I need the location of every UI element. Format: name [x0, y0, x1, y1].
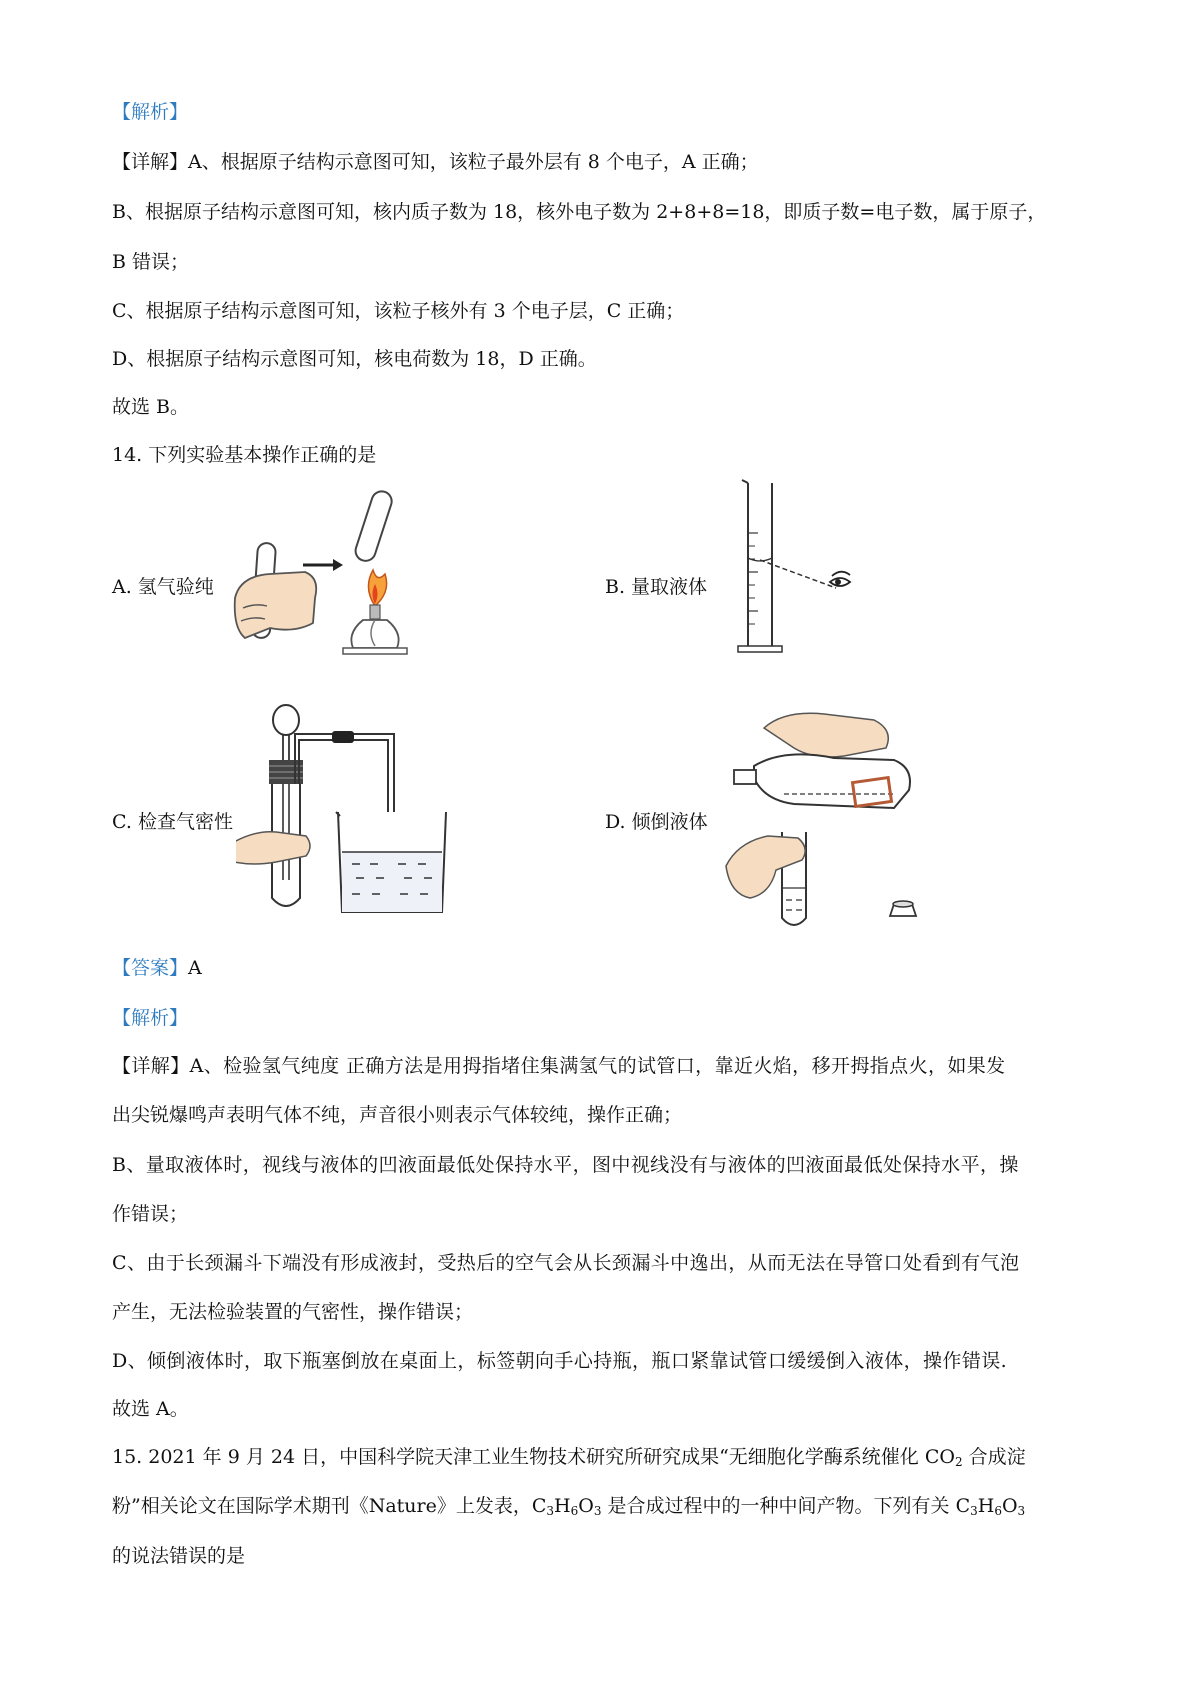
answer-tag: 【答案】 [112, 957, 189, 979]
solution-choice: 故选 B。 [112, 396, 190, 418]
detail-line-a1: 【详解】A、检验氢气纯度 正确方法是用拇指堵住集满氢气的试管口，靠近火焰，移开拇指点火，如果发 [112, 1055, 1006, 1077]
question-15-line-2: 粉”相关论文在国际学术期刊《Nature》上发表，$C_3H_6O_3$ 是合成过程中的一种中间产物。下列有关 $C_3H_6O_3$ [112, 1495, 1026, 1518]
question-14-stem: 14. 下列实验基本操作正确的是 [112, 444, 377, 466]
option-a-label: A. 氢气验纯 [112, 576, 214, 598]
option-b-label: B. 量取液体 [605, 576, 708, 598]
figure-c-airtightness-check [236, 700, 461, 915]
solution-line-a: 【详解】A、根据原子结构示意图可知，该粒子最外层有 8 个电子，A 正确； [112, 151, 759, 173]
detail-line-d: D、倾倒液体时，取下瓶塞倒放在桌面上，标签朝向手心持瓶，瓶口紧靠试管口缓缓倒入液体，操作错误. [112, 1350, 1008, 1372]
option-c-label: C. 检查气密性 [112, 811, 233, 833]
figure-a-hydrogen-test [225, 488, 420, 663]
analysis-tag: 【解析】 [112, 101, 189, 123]
solution-line-b2: B 错误； [112, 251, 190, 273]
detail-choice: 故选 A。 [112, 1398, 189, 1420]
question-15-line-1: 15. 2021 年 9 月 24 日，中国科学院天津工业生物技术研究所研究成果“无细胞化学酶系统催化 $CO_2$ 合成淀 [112, 1446, 1026, 1469]
detail-line-b2: 作错误； [112, 1203, 189, 1225]
detail-tag: 【详解】 [112, 151, 189, 173]
solution-line-d: D、根据原子结构示意图可知，核电荷数为 18，D 正确。 [112, 348, 597, 370]
figure-b-measuring-cylinder [728, 478, 858, 663]
detail-tag-q14: 【详解】 [112, 1055, 190, 1077]
detail-line-c2: 产生，无法检验装置的气密性，操作错误； [112, 1301, 474, 1323]
detail-line-b1: B、量取液体时，视线与液体的凹液面最低处保持水平，图中视线没有与液体的凹液面最低处保持水平，操 [112, 1154, 1019, 1176]
solution-line-c: C、根据原子结构示意图可知，该粒子核外有 3 个电子层，C 正确； [112, 300, 685, 322]
option-d-label: D. 倾倒液体 [605, 811, 708, 833]
answer-line [112, 955, 202, 981]
detail-line-c1: C、由于长颈漏斗下端没有形成液封，受热后的空气会从长颈漏斗中逸出，从而无法在导管口处看到有气泡 [112, 1252, 1020, 1274]
analysis-tag-q14: 【解析】 [112, 1007, 189, 1029]
figure-d-pouring-liquid [724, 708, 924, 933]
solution-line-b1: B、根据原子结构示意图可知，核内质子数为 18，核外电子数为 2+8+8=18，即质子数=电子数，属于原子， [112, 201, 1047, 223]
detail-line-a2: 出尖锐爆鸣声表明气体不纯，声音很小则表示气体较纯，操作正确； [112, 1104, 683, 1126]
question-15-line-3: 的说法错误的是 [112, 1545, 246, 1567]
answer-value: A [188, 957, 202, 979]
